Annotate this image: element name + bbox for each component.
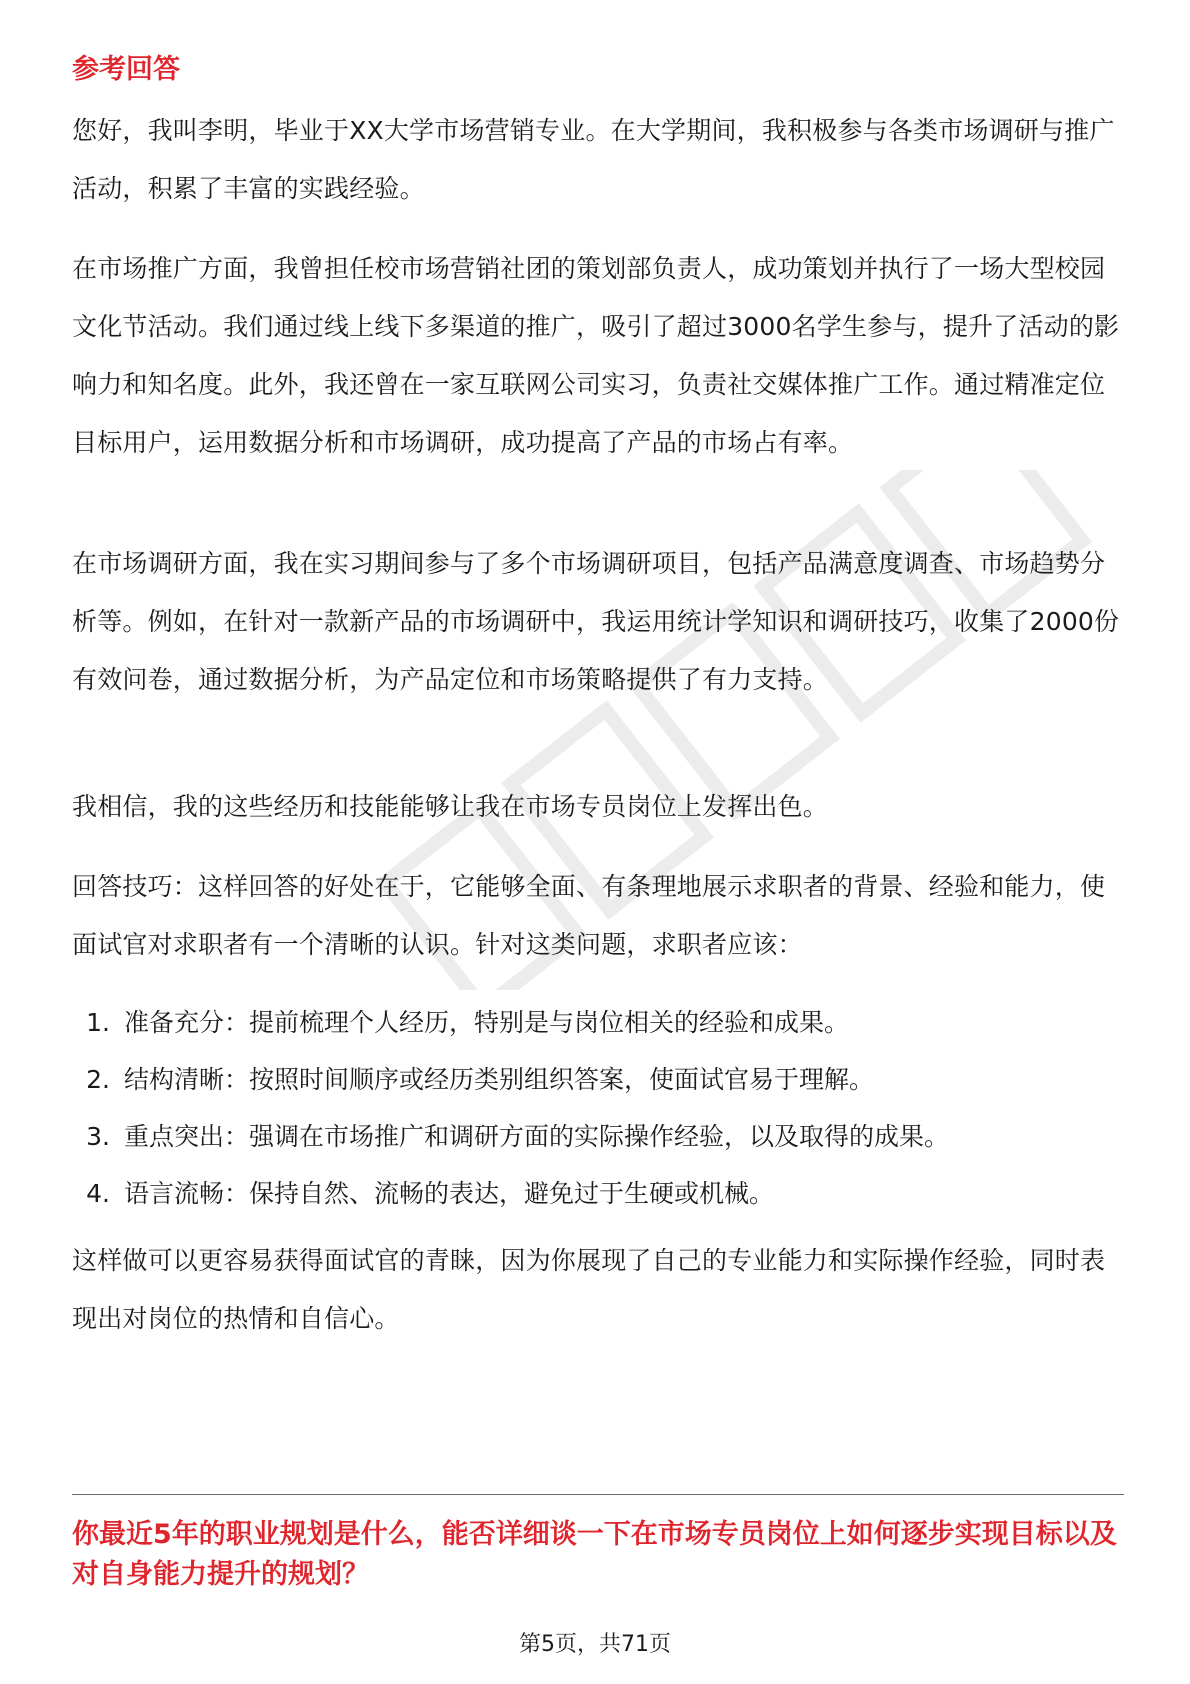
list-number: 4. xyxy=(86,1179,110,1208)
paragraph-research: 在市场调研方面，我在实习期间参与了多个市场调研项目，包括产品满意度调查、市场趋势分析等。例如，在针对一款新产品的市场调研中，我运用统计学知识和调研技巧，收集了2000份有效问卷，通过数据分析，为产品定位和市场策略提供了有力支持。 xyxy=(72,549,1120,694)
list-item xyxy=(72,1165,1124,1222)
list-item xyxy=(72,994,1124,1051)
list-number: 1. xyxy=(86,1008,110,1037)
paragraph-conclusion: 我相信，我的这些经历和技能能够让我在市场专员岗位上发挥出色。 xyxy=(72,792,829,821)
list-number: 2. xyxy=(86,1065,110,1094)
paragraph-promotion: 在市场推广方面，我曾担任校市场营销社团的策划部负责人，成功策划并执行了一场大型校园文化节活动。我们通过线上线下多渠道的推广，吸引了超过3000名学生参与，提升了活动的影响力和知名度。此外，我还曾在一家互联网公司实习，负责社交媒体推广工作。通过精准定位目标用户，运用数据分析和市场调研，成功提高了产品的市场占有率。 xyxy=(72,254,1120,457)
paragraph-intro: 您好，我叫李明，毕业于XX大学市场营销专业。在大学期间，我积极参与各类市场调研与推广活动，积累了丰富的实践经验。 xyxy=(72,116,1115,203)
page-footer: 第5页，共71页 xyxy=(519,1632,671,1657)
list-number: 3. xyxy=(86,1122,110,1151)
list-item xyxy=(72,1108,1124,1165)
tips-list xyxy=(72,994,1124,1222)
paragraph-tips-intro: 回答技巧：这样回答的好处在于，它能够全面、有条理地展示求职者的背景、经验和能力，使面试官对求职者有一个清晰的认识。针对这类问题，求职者应该： xyxy=(72,872,1106,959)
list-text: 重点突出：强调在市场推广和调研方面的实际操作经验，以及取得的成果。 xyxy=(124,1122,950,1151)
next-question-heading: 你最近5年的职业规划是什么，能否详细谈一下在市场专员岗位上如何逐步实现目标以及对自身能力提升的规划？ xyxy=(72,1519,1117,1590)
list-text: 语言流畅：保持自然、流畅的表达，避免过于生硬或机械。 xyxy=(124,1179,775,1208)
section-divider xyxy=(72,1494,1124,1495)
list-text: 准备充分：提前梳理个人经历，特别是与岗位相关的经验和成果。 xyxy=(124,1008,850,1037)
list-item xyxy=(72,1051,1124,1108)
list-text: 结构清晰：按照时间顺序或经历类别组织答案，使面试官易于理解。 xyxy=(124,1065,875,1094)
answer-heading: 参考回答 xyxy=(72,54,180,85)
paragraph-summary: 这样做可以更容易获得面试官的青睐，因为你展现了自己的专业能力和实际操作经验，同时表现出对岗位的热情和自信心。 xyxy=(72,1246,1106,1333)
